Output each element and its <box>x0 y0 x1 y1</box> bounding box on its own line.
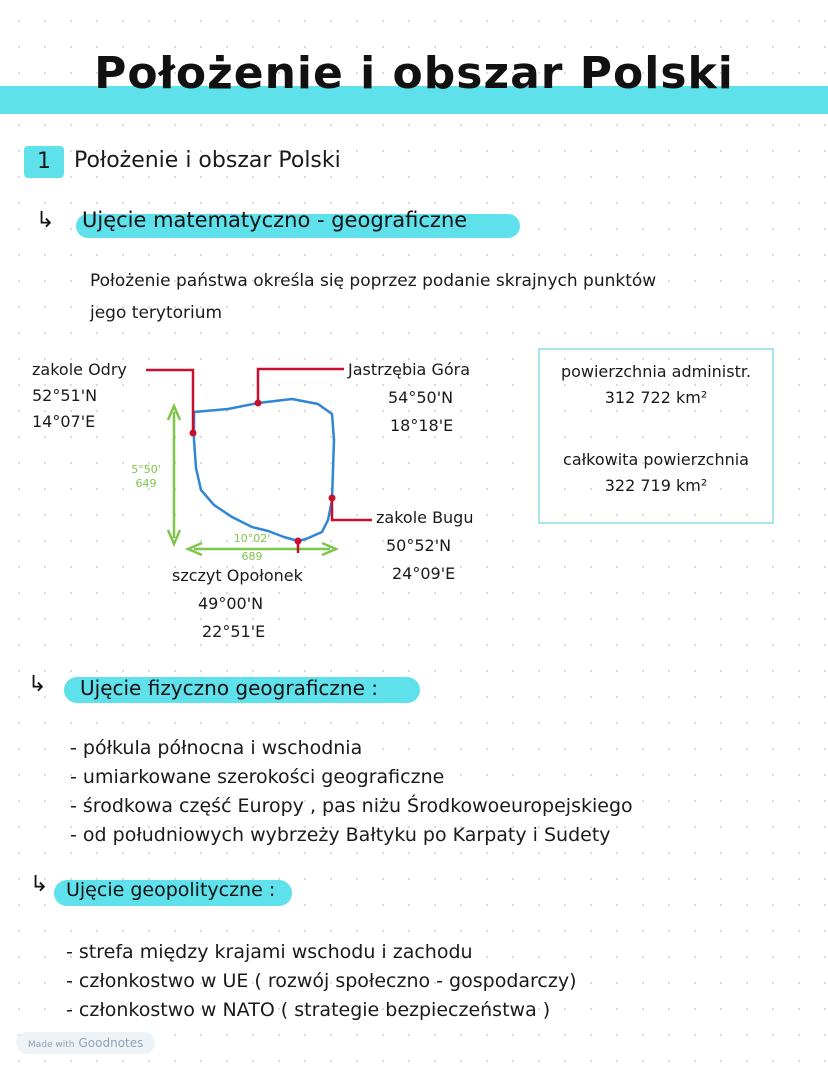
area-box <box>538 348 774 524</box>
arrow-icon: ↳ <box>28 672 47 697</box>
latitude-span-arrow <box>168 406 180 544</box>
geopolitical-list <box>66 938 577 1025</box>
north-point-lat: 54°50'N <box>388 388 454 407</box>
longitude-km: 689 <box>241 550 263 563</box>
north-point-lon: 18°18'E <box>390 416 454 435</box>
country-border <box>194 399 334 541</box>
list-item: - członkostwo w UE ( rozwój społeczno - gospodarczy) <box>66 967 577 996</box>
physical-list <box>70 734 633 850</box>
list-item: - członkostwo w NATO ( strategie bezpieczeństwa ) <box>66 996 577 1025</box>
south-point-lat: 49°00'N <box>198 594 264 613</box>
latitude-km: 649 <box>135 477 157 490</box>
longitude-extent: 10°02' <box>233 532 271 545</box>
west-leader-line <box>146 370 193 433</box>
math-paragraph-line2: jego terytorium <box>90 303 223 323</box>
west-point-lat: 52°51'N <box>32 386 98 405</box>
east-point-name: zakole Bugu <box>376 508 474 527</box>
total-area-value: 322 719 km² <box>604 476 708 495</box>
south-point-lon: 22°51'E <box>202 622 266 641</box>
math-paragraph-line1: Położenie państwa określa się poprzez podanie skrajnych punktów <box>90 271 657 291</box>
list-item: - od południowych wybrzeży Bałtyku po Karpaty i Sudety <box>70 821 633 850</box>
made-with-badge[interactable] <box>16 1032 155 1054</box>
page-title: Położenie i obszar Polski <box>94 48 734 99</box>
geopolitical-heading: Ujęcie geopolityczne : <box>66 879 276 901</box>
arrow-icon: ↳ <box>36 208 55 233</box>
east-point-marker <box>329 495 336 502</box>
total-area-label: całkowita powierzchnia <box>563 450 749 469</box>
south-point-name: szczyt Opołonek <box>172 566 303 585</box>
north-point-marker <box>255 400 262 407</box>
badge-prefix: Made with <box>28 1040 75 1050</box>
north-leader-line <box>258 369 344 403</box>
west-point-name: zakole Odry <box>32 360 127 379</box>
admin-area-value: 312 722 km² <box>604 388 708 407</box>
east-leader-line <box>332 498 372 520</box>
south-point-marker <box>295 538 302 545</box>
section-title: Położenie i obszar Polski <box>74 148 341 173</box>
list-item: - strefa między krajami wschodu i zachodu <box>66 938 577 967</box>
list-item: - półkula północna i wschodnia <box>70 734 633 763</box>
badge-brand: Goodnotes <box>78 1036 144 1050</box>
latitude-extent: 5°50' <box>131 463 161 476</box>
section-number: 1 <box>24 146 64 178</box>
physical-heading: Ujęcie fizyczno geograficzne : <box>80 676 378 700</box>
admin-area-label: powierzchnia administr. <box>560 362 752 381</box>
list-item: - środkowa część Europy , pas niżu Środkowoeuropejskiego <box>70 792 633 821</box>
east-point-lon: 24°09'E <box>392 564 456 583</box>
math-heading: Ujęcie matematyczno - geograficzne <box>82 208 468 232</box>
west-point-marker <box>190 430 197 437</box>
west-point-lon: 14°07'E <box>32 412 96 431</box>
east-point-lat: 50°52'N <box>386 536 452 555</box>
arrow-icon: ↳ <box>30 872 49 897</box>
north-point-name: Jastrzębia Góra <box>348 360 471 379</box>
list-item: - umiarkowane szerokości geograficzne <box>70 763 633 792</box>
